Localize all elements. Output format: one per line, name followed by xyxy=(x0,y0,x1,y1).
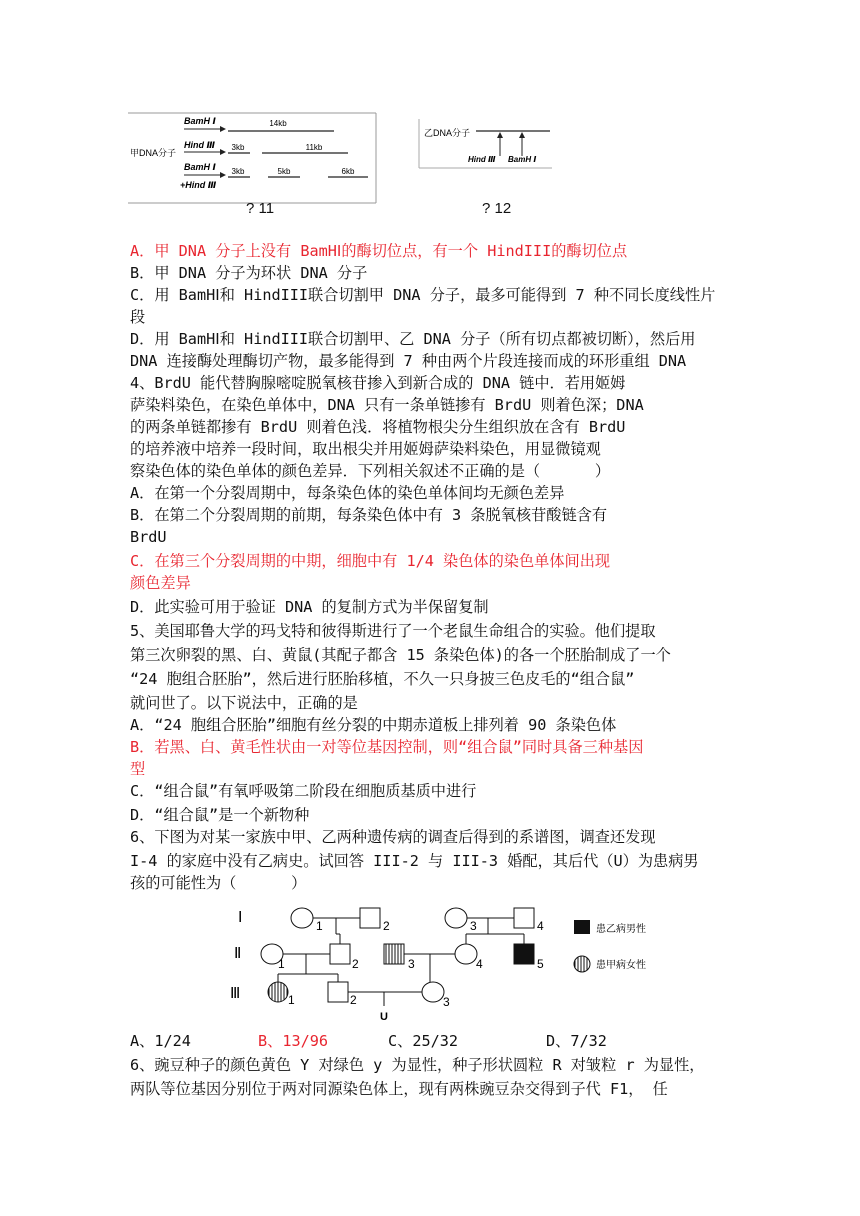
II-1-num: 1 xyxy=(278,957,285,971)
figure-11-diagram xyxy=(128,112,378,204)
II-4-female xyxy=(455,944,477,964)
q4-option-c-line1: C．在第三个分裂周期的中期，细胞中有 1/4 染色体的染色单体间出现 xyxy=(130,552,611,570)
q6-option-c: C、25/32 xyxy=(388,1032,459,1050)
fig11-label-3kb-b: 3kb xyxy=(231,167,245,176)
gen-label-3: Ⅲ xyxy=(230,985,241,1002)
I-4-num: 4 xyxy=(537,919,544,933)
gen-label-1: Ⅰ xyxy=(238,909,243,926)
fig11-label-3kb-a: 3kb xyxy=(231,143,245,152)
q3-option-c-line1: C．用 BamHⅠ和 HindIII联合切割甲 DNA 分子，最多可能得到 7 种不同长度线性片 xyxy=(130,286,716,304)
offspring-u-label: U xyxy=(380,1011,388,1023)
fig11-label-5kb: 5kb xyxy=(277,167,291,176)
legend-affected-b-male-label: 患乙病男性 xyxy=(596,924,646,935)
q4-option-c-line2: 颜色差异 xyxy=(130,574,191,592)
gen-label-2: Ⅱ xyxy=(234,945,242,962)
q6b-stem-line2: 两队等位基因分别位于两对同源染色体上，现有两株豌豆杂交得到子代 F1， 任 xyxy=(130,1080,668,1098)
II-3-affected-a-male xyxy=(384,944,404,964)
fig11-arrow-1-head xyxy=(220,126,226,132)
III-1-affected-a-female xyxy=(268,982,288,1002)
q4-option-b-line2: BrdU xyxy=(130,528,167,546)
fig11-label-11kb: 11kb xyxy=(305,143,323,152)
II-2-num: 2 xyxy=(352,957,359,971)
fig11-arrow-2-head xyxy=(220,149,226,155)
figure-11-caption: ? 11 xyxy=(246,200,275,217)
fig11-label-hind: Hind Ⅲ xyxy=(184,140,216,150)
fig11-label-bam2: BamH Ⅰ xyxy=(184,162,216,172)
legend-affected-a-female-label: 患甲病女性 xyxy=(596,960,646,971)
q4-option-b-line1: B．在第二个分裂周期的前期，每条染色体中有 3 条脱氧核苷酸链含有 xyxy=(130,506,608,524)
I-4-male xyxy=(514,908,534,928)
q4-stem-line3: 的两条单链都掺有 BrdU 则着色浅．将植物根尖分生组织放在含有 BrdU xyxy=(130,418,626,436)
figure-12-caption: ? 12 xyxy=(482,200,512,217)
I-1-female xyxy=(291,908,313,928)
q6-stem-line1: 6、下图为对某一家族中甲、乙两种遗传病的调查后得到的系谱图，调查还发现 xyxy=(130,828,656,846)
fig11-label-6kb: 6kb xyxy=(341,167,355,176)
q3-option-d-line1: D．用 BamHⅠ和 HindIII联合切割甲、乙 DNA 分子（所有切点都被切断），然后用 xyxy=(130,330,696,348)
fig12-arrow-hind-head xyxy=(497,132,503,138)
figure-12 xyxy=(418,118,558,170)
II-4-num: 4 xyxy=(476,957,483,971)
q5-option-d: D．“组合鼠”是一个新物种 xyxy=(130,806,310,824)
figure-11 xyxy=(128,112,378,204)
q5-stem-line4: 就问世了。以下说法中，正确的是 xyxy=(130,694,358,712)
q5-option-b-line1: B．若黑、白、黄毛性状由一对等位基因控制，则“组合鼠”同时具备三种基因 xyxy=(130,738,644,756)
fig11-label-bam: BamH Ⅰ xyxy=(184,116,216,126)
figure-12-diagram xyxy=(418,118,558,170)
III-3-female xyxy=(422,982,444,1002)
q6-option-b: B、13/96 xyxy=(258,1032,329,1050)
I-1-num: 1 xyxy=(316,919,323,933)
q4-stem-line1: 4、BrdU 能代替胸腺嘧啶脱氧核苷掺入到新合成的 DNA 链中．若用姬姆 xyxy=(130,374,626,392)
II-5-affected-b-male xyxy=(514,944,534,964)
fig11-label-14kb: 14kb xyxy=(269,119,287,128)
q5-stem-line3: “24 胞组合胚胎”，然后进行胚胎移植，不久一只身披三色皮毛的“组合鼠” xyxy=(130,670,635,688)
q6-stem-line2: I-4 的家庭中没有乙病史。试回答 III-2 与 III-3 婚配，其后代（U）为患病男 xyxy=(130,852,699,870)
q5-option-a: A．“24 胞组合胚胎”细胞有丝分裂的中期赤道板上排列着 90 条染色体 xyxy=(130,716,617,734)
III-2-num: 2 xyxy=(350,993,357,1007)
q3-option-d-line2: DNA 连接酶处理酶切产物，最多能得到 7 种由两个片段连接而成的环形重组 DNA xyxy=(130,352,687,370)
q6-option-d: D、7/32 xyxy=(546,1032,607,1050)
q3-option-b: B．甲 DNA 分子为环状 DNA 分子 xyxy=(130,264,368,282)
fig12-label-mol: 乙DNA分子 xyxy=(424,128,471,138)
II-5-num: 5 xyxy=(537,957,544,971)
q5-stem-line2: 第三次卵裂的黑、白、黄鼠(其配子都含 15 条染色体)的各一个胚胎制成了一个 xyxy=(130,646,671,664)
I-2-num: 2 xyxy=(383,919,390,933)
q6-stem-line3: 孩的可能性为（ ） xyxy=(130,874,307,892)
q3-option-c-line2: 段 xyxy=(130,308,146,326)
pedigree-diagram xyxy=(226,900,706,1024)
q3-option-a: A．甲 DNA 分子上没有 BamHⅠ的酶切位点，有一个 HindIII的酶切位点 xyxy=(130,242,628,260)
fig11-label-mol: 甲DNA分子 xyxy=(130,148,177,158)
q4-stem-line2: 萨染料染色，在染色单体中，DNA 只有一条单链掺有 BrdU 则着色深；DNA xyxy=(130,396,644,414)
fig11-label-plus-hind: +Hind Ⅲ xyxy=(180,180,217,190)
pedigree-chart xyxy=(226,900,706,1024)
q6-option-a: A、1/24 xyxy=(130,1032,191,1050)
II-3-num: 3 xyxy=(408,957,415,971)
q4-stem-line4: 的培养液中培养一段时间，取出根尖并用姬姆萨染料染色，用显微镜观 xyxy=(130,440,601,458)
q5-option-c: C．“组合鼠”有氧呼吸第二阶段在细胞质基质中进行 xyxy=(130,782,477,800)
legend-affected-a-female-swatch xyxy=(574,956,590,972)
fig12-arrow-bam-head xyxy=(519,132,525,138)
fig11-arrow-3-head xyxy=(220,172,226,178)
II-2-male xyxy=(330,944,350,964)
fig12-label-bam: BamH Ⅰ xyxy=(508,155,537,164)
III-3-num: 3 xyxy=(443,995,450,1009)
legend-affected-b-male-swatch xyxy=(574,920,590,934)
q5-option-b-line2: 型 xyxy=(130,760,146,778)
I-3-female xyxy=(445,908,467,928)
I-3-num: 3 xyxy=(470,919,477,933)
I-2-male xyxy=(360,908,380,928)
III-2-male xyxy=(328,982,348,1002)
q4-option-a: A．在第一个分裂周期中，每条染色体的染色单体间均无颜色差异 xyxy=(130,484,565,502)
III-1-num: 1 xyxy=(288,993,295,1007)
q6b-stem-line1: 6、豌豆种子的颜色黄色 Y 对绿色 y 为显性，种子形状圆粒 R 对皱粒 r 为显性， xyxy=(130,1056,705,1074)
q5-stem-line1: 5、美国耶鲁大学的玛戈特和彼得斯进行了一个老鼠生命组合的实验。他们提取 xyxy=(130,622,656,640)
fig12-label-hind: Hind Ⅲ xyxy=(468,155,496,164)
q4-stem-line5: 察染色体的染色单体的颜色差异．下列相关叙述不正确的是（ ） xyxy=(130,462,611,480)
q4-option-d: D．此实验可用于验证 DNA 的复制方式为半保留复制 xyxy=(130,598,489,616)
